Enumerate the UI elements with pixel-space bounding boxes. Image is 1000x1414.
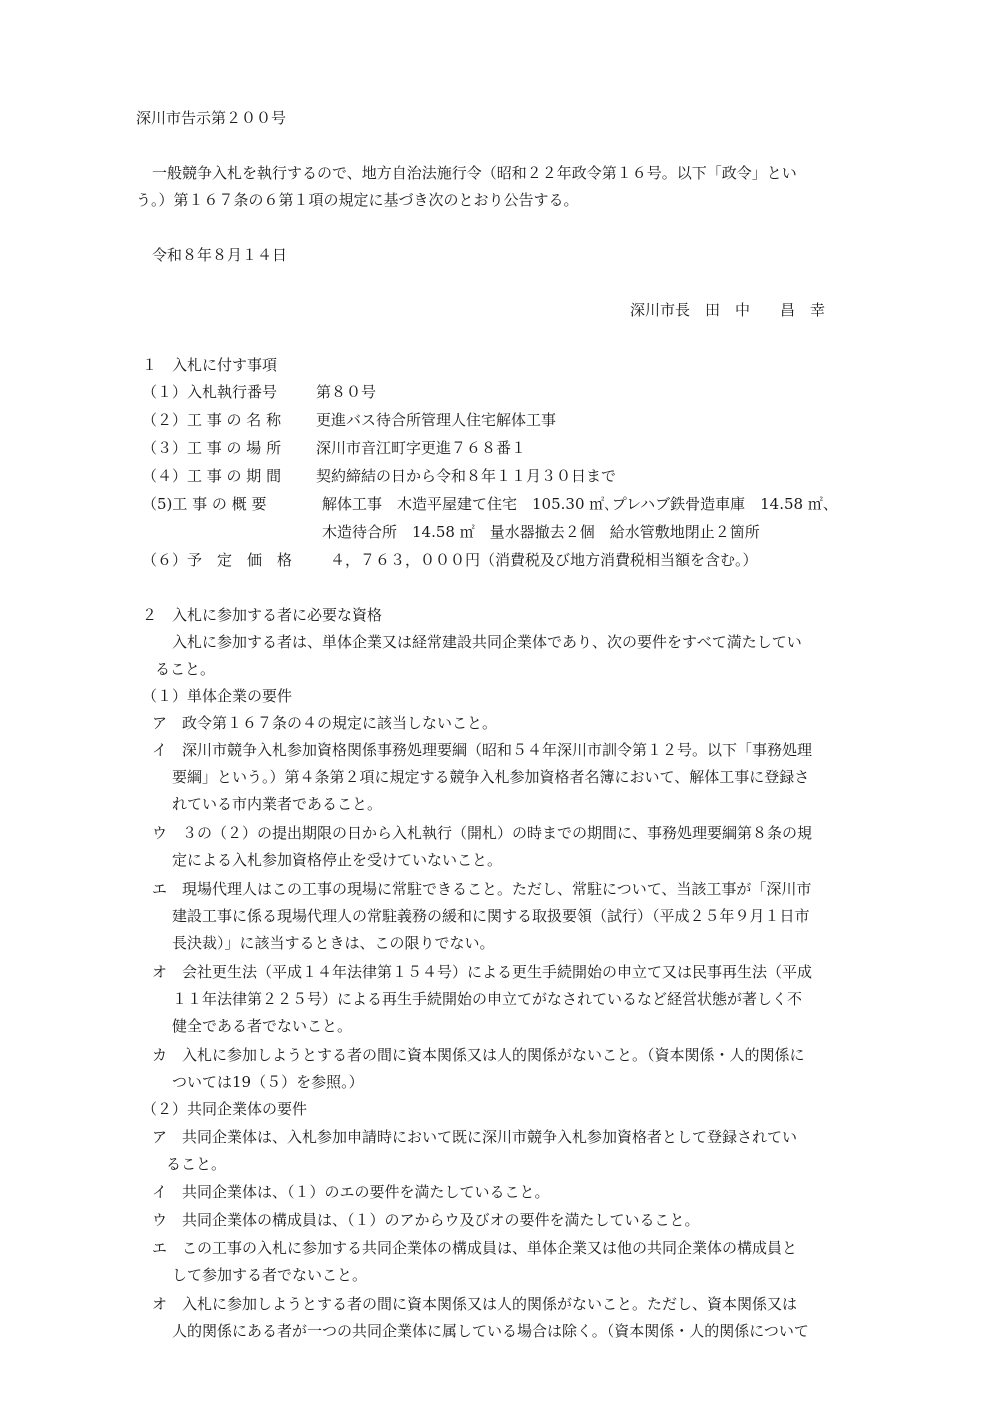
sub-1-item-o-line-1: オ 会社更生法（平成１４年法律第１５４号）による更生手続開始の申立て又は民事再生法（平成 (152, 963, 813, 981)
sub-2-item-o-line-2: 人的関係にある者が一つの共同企業体に属している場合は除く。（資本関係・人的関係について (172, 1322, 809, 1340)
sub-2-item-i: イ 共同企業体は、（１）のエの要件を満たしていること。 (152, 1183, 550, 1201)
intro-line-2: う。）第１６７条の６第１項の規定に基づき次のとおり公告する。 (136, 191, 579, 209)
sub-1-heading: （１）単体企業の要件 (142, 687, 293, 705)
sub-1-item-i-line-3: れている市内業者であること。 (172, 795, 383, 813)
sub-2-item-a-line-1: ア 共同企業体は、入札参加申請時において既に深川市競争入札参加資格者として登録されてい (152, 1128, 798, 1146)
item-3-value: 深川市音江町字更進７６８番１ (316, 439, 527, 457)
sub-1-item-u-line-2: 定による入札参加資格停止を受けていないこと。 (172, 851, 503, 869)
item-5-value: 解体工事 木造平屋建て住宅 105.30 ㎡､プレハブ鉄骨造車庫 14.58 ㎡、 (322, 495, 838, 513)
sub-1-item-ka-line-1: カ 入札に参加しようとする者の間に資本関係又は人的関係がないこと。（資本関係・人的関係に (152, 1046, 805, 1064)
item-4-label: （４）工 事 の 期 間 (142, 467, 282, 485)
section-2-intro-1: 入札に参加する者は、単体企業又は経常建設共同企業体であり、次の要件をすべて満たしてい (172, 633, 802, 651)
item-6-value: ４，７６３，０００円（消費税及び地方消費税相当額を含む。） (330, 551, 758, 569)
notice-number: 深川市告示第２００号 (136, 109, 287, 127)
sub-1-item-o-line-2: １１年法律第２２５号）による再生手続開始の申立てがなされているなど経営状態が著しく不 (172, 990, 803, 1008)
sub-2-item-e-line-1: エ この工事の入札に参加する共同企業体の構成員は、単体企業又は他の共同企業体の構成員と (152, 1239, 798, 1257)
item-3-label: （３）工 事 の 場 所 (142, 439, 282, 457)
section-1-heading: １ 入札に付す事項 (142, 356, 278, 374)
intro-line-1: 一般競争入札を執行するので、地方自治法施行令（昭和２２年政令第１６号。以下「政令」とい (152, 164, 797, 182)
sub-1-item-u-line-1: ウ ３の（２）の提出期限の日から入札執行（開札）の時までの期間に、事務処理要綱第８条の規 (152, 824, 813, 842)
item-1-value: 第８０号 (316, 383, 377, 401)
sub-1-item-e-line-1: エ 現場代理人はこの工事の現場に常駐できること。ただし、常駐について、当該工事が「深川市 (152, 880, 812, 898)
item-5-value-2: 木造待合所 14.58 ㎡ 量水器撤去２個 給水管敷地閉止２箇所 (322, 523, 760, 541)
item-6-label: （６）予 定 価 格 (142, 551, 293, 569)
sub-1-item-o-line-3: 健全である者でないこと。 (172, 1017, 353, 1035)
sub-2-item-a-line-2: ること。 (166, 1155, 227, 1173)
sub-1-item-e-line-2: 建設工事に係る現場代理人の常駐義務の緩和に関する取扱要領（試行）（平成２５年９月１日市 (172, 907, 810, 925)
sub-2-heading: （２）共同企業体の要件 (142, 1100, 308, 1118)
section-2-intro-2: ること。 (155, 660, 216, 678)
section-2-heading: ２ 入札に参加する者に必要な資格 (142, 606, 383, 624)
sub-1-item-a: ア 政令第１６７条の４の規定に該当しないこと。 (152, 714, 498, 732)
sub-1-item-e-line-3: 長決裁）」に該当するときは、この限りでない。 (172, 934, 495, 952)
item-1-label: （１）入札執行番号 (142, 383, 278, 401)
sub-2-item-e-line-2: して参加する者でないこと。 (172, 1266, 368, 1284)
signature: 深川市長 田 中 昌 幸 (630, 301, 826, 319)
sub-2-item-u: ウ 共同企業体の構成員は、（１）のアからウ及びオの要件を満たしていること。 (152, 1211, 700, 1229)
sub-1-item-ka-line-2: ついては19（５）を参照。） (172, 1073, 364, 1091)
item-2-label: （２）工 事 の 名 称 (142, 411, 282, 429)
sub-2-item-o-line-1: オ 入札に参加しようとする者の間に資本関係又は人的関係がないこと。ただし、資本関係又は (152, 1295, 798, 1313)
notice-date: 令和８年８月１４日 (152, 246, 288, 264)
sub-1-item-i-line-1: イ 深川市競争入札参加資格関係事務処理要綱（昭和５４年深川市訓令第１２号。以下「事務処理 (152, 741, 813, 759)
item-5-label: （5)工 事 の 概 要 (142, 495, 267, 513)
item-2-value: 更進バス待合所管理人住宅解体工事 (316, 411, 557, 429)
item-4-value: 契約締結の日から令和８年１１月３０日まで (316, 467, 617, 485)
sub-1-item-i-line-2: 要綱」という。）第４条第２項に規定する競争入札参加資格者名簿において、解体工事に登録さ (172, 768, 810, 786)
